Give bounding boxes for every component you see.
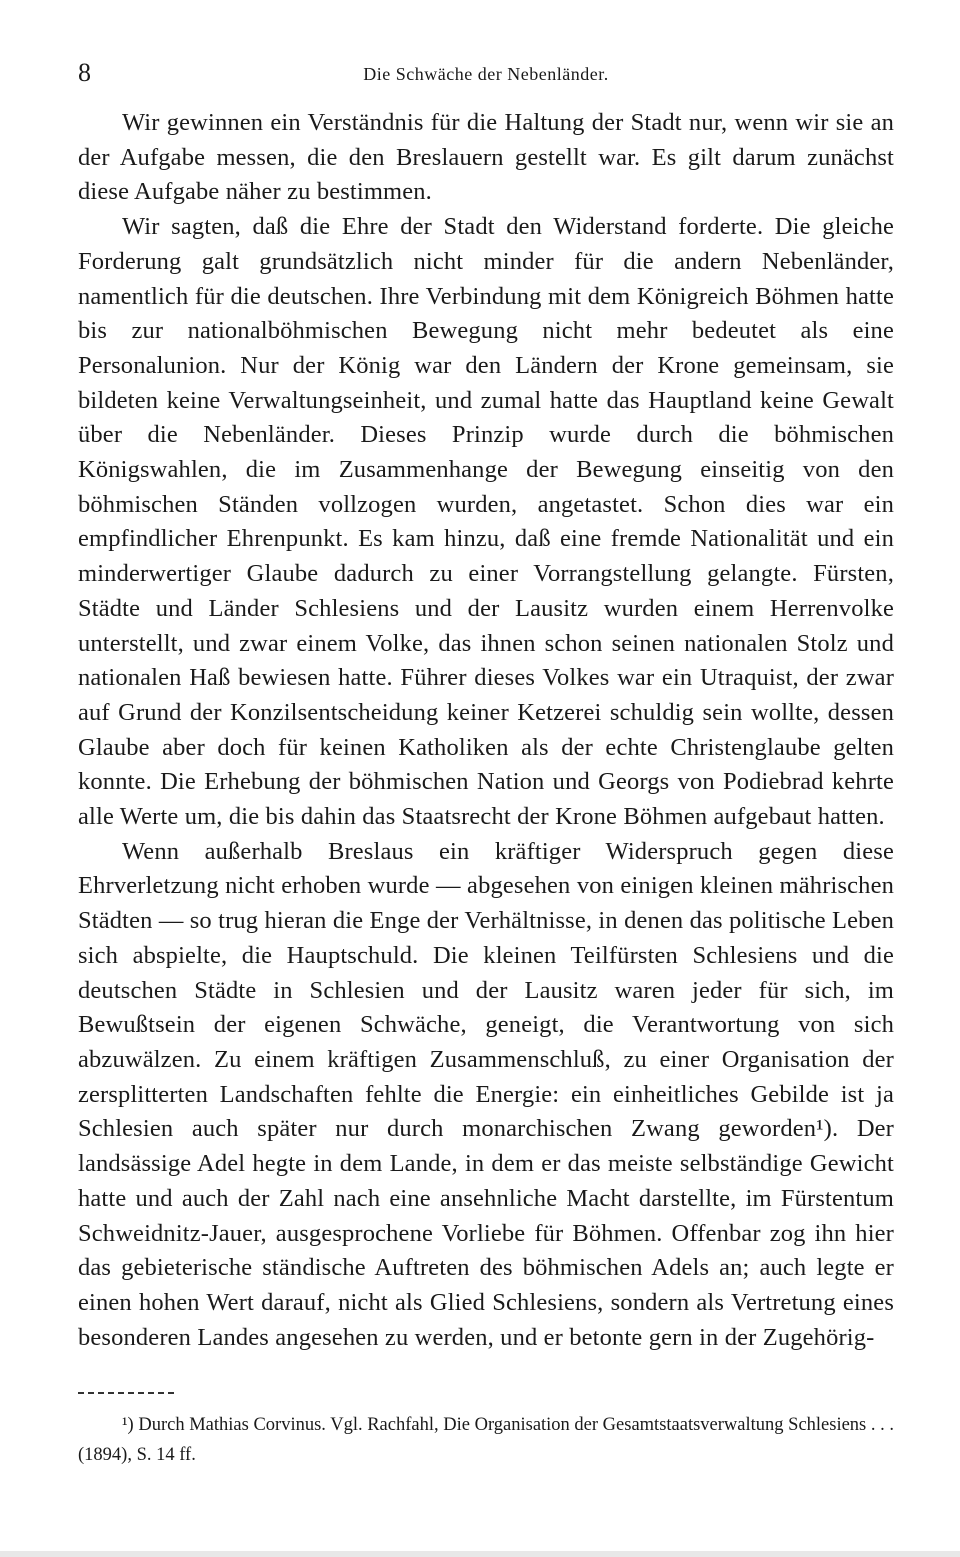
page-number: 8 [78,58,91,87]
paragraph: Wenn außerhalb Breslaus ein kräftiger Widerspruch gegen diese Ehrverletzung nicht erhoben wurde — abgesehen von einigen kleinen mährischen Städten — so trug hieran die Enge der Verhältnisse, in denen das politische Leben sich abspielte, die Hauptschuld. Die kleinen Teilfürsten Schlesiens und die deutschen Städte in Schlesien und der Lausitz waren jeder für sich, im Bewußtsein der eigenen Schwäche, geneigt, die Verantwortung von sich abzuwälzen. Zu einem kräftigen Zusammenschluß, zu einer Organisation der zersplitterten Landschaften fehlte die Energie: ein einheitliches Gebilde ist ja Schlesien auch später nur durch monarchischen Zwang geworden¹). Der landsässige Adel hegte in dem Lande, in dem er das meiste selbständige Gewicht hatte und auch der Zahl nach eine ansehnliche Macht darstellte, im Fürstentum Schweidnitz-Jauer, ausgesprochene Vorliebe für Böhmen. Offenbar zog ihn hier das gebieterische ständische Auftreten des böhmischen Adels an; auch legte er einen hohen Wert darauf, nicht als Glied Schlesiens, sondern als Vertretung eines besonderen Landes angesehen zu werden, und er betonte gern in der Zugehörig- [78,837,894,1351]
paragraph: Wir gewinnen ein Verständnis für die Haltung der Stadt nur, wenn wir sie an der Aufgabe messen, die den Breslauern gestellt war. Es gilt darum zunächst diese Aufgabe näher zu bestimmen. [78,109,894,206]
footnote-area [78,1392,894,1470]
footnote-text: Durch Mathias Corvinus. Vgl. Rachfahl, Die Organisation der Gesamtstaatsverwaltung Schlesiens . . . (1894), S. 14 ff. [78,1415,895,1465]
body-text [78,106,894,1355]
footnote [78,1410,894,1470]
paragraph: Wir sagten, daß die Ehre der Stadt den Widerstand forderte. Die gleiche Forderung galt grundsätzlich nicht minder für die andern Nebenländer, namentlich für die deutschen. Ihre Verbindung mit dem Königreich Böhmen hatte bis zur nationalböhmischen Bewegung nicht mehr bedeutet als eine Personalunion. Nur der König war den Ländern der Krone gemeinsam, sie bildeten keine Verwaltungseinheit, und zumal hatte das Hauptland keine Gewalt über die Nebenländer. Dieses Prinzip wurde durch die böhmischen Königswahlen, die im Zusammenhange der Bewegung einseitig von den böhmischen Ständen vollzogen wurden, angetastet. Schon dies war ein empfindlicher Ehrenpunkt. Es kam hinzu, daß eine fremde Nationalität und ein minderwertiger Glaube dadurch zu einer Vorrangstellung gelangte. Fürsten, Städte und Länder Schlesiens und der Lausitz wurden einem Herrenvolke unterstellt, und zwar einem Volke, das ihnen schon seinen nationalen Stolz und nationalen Haß bewiesen hatte. Führer dieses Volkes war ein Utraquist, der zwar auf Grund der Konzilsentscheidung keiner Ketzerei schuldig sein wollte, dessen Glaube aber doch für keinen Katholiken als der echte Christenglaube gelten konnte. Die Erhebung der böhmischen Nation und Georgs von Podiebrad kehrte alle Werte um, die bis dahin das Staatsrecht der Krone Böhmen aufgebaut hatten. [78,213,894,831]
running-title: Die Schwäche der Nebenländer. [363,64,609,84]
page-bottom-edge [0,1551,960,1557]
page-header [78,58,894,94]
footnote-divider [78,1392,174,1394]
footnote-marker: ¹) [122,1415,134,1435]
